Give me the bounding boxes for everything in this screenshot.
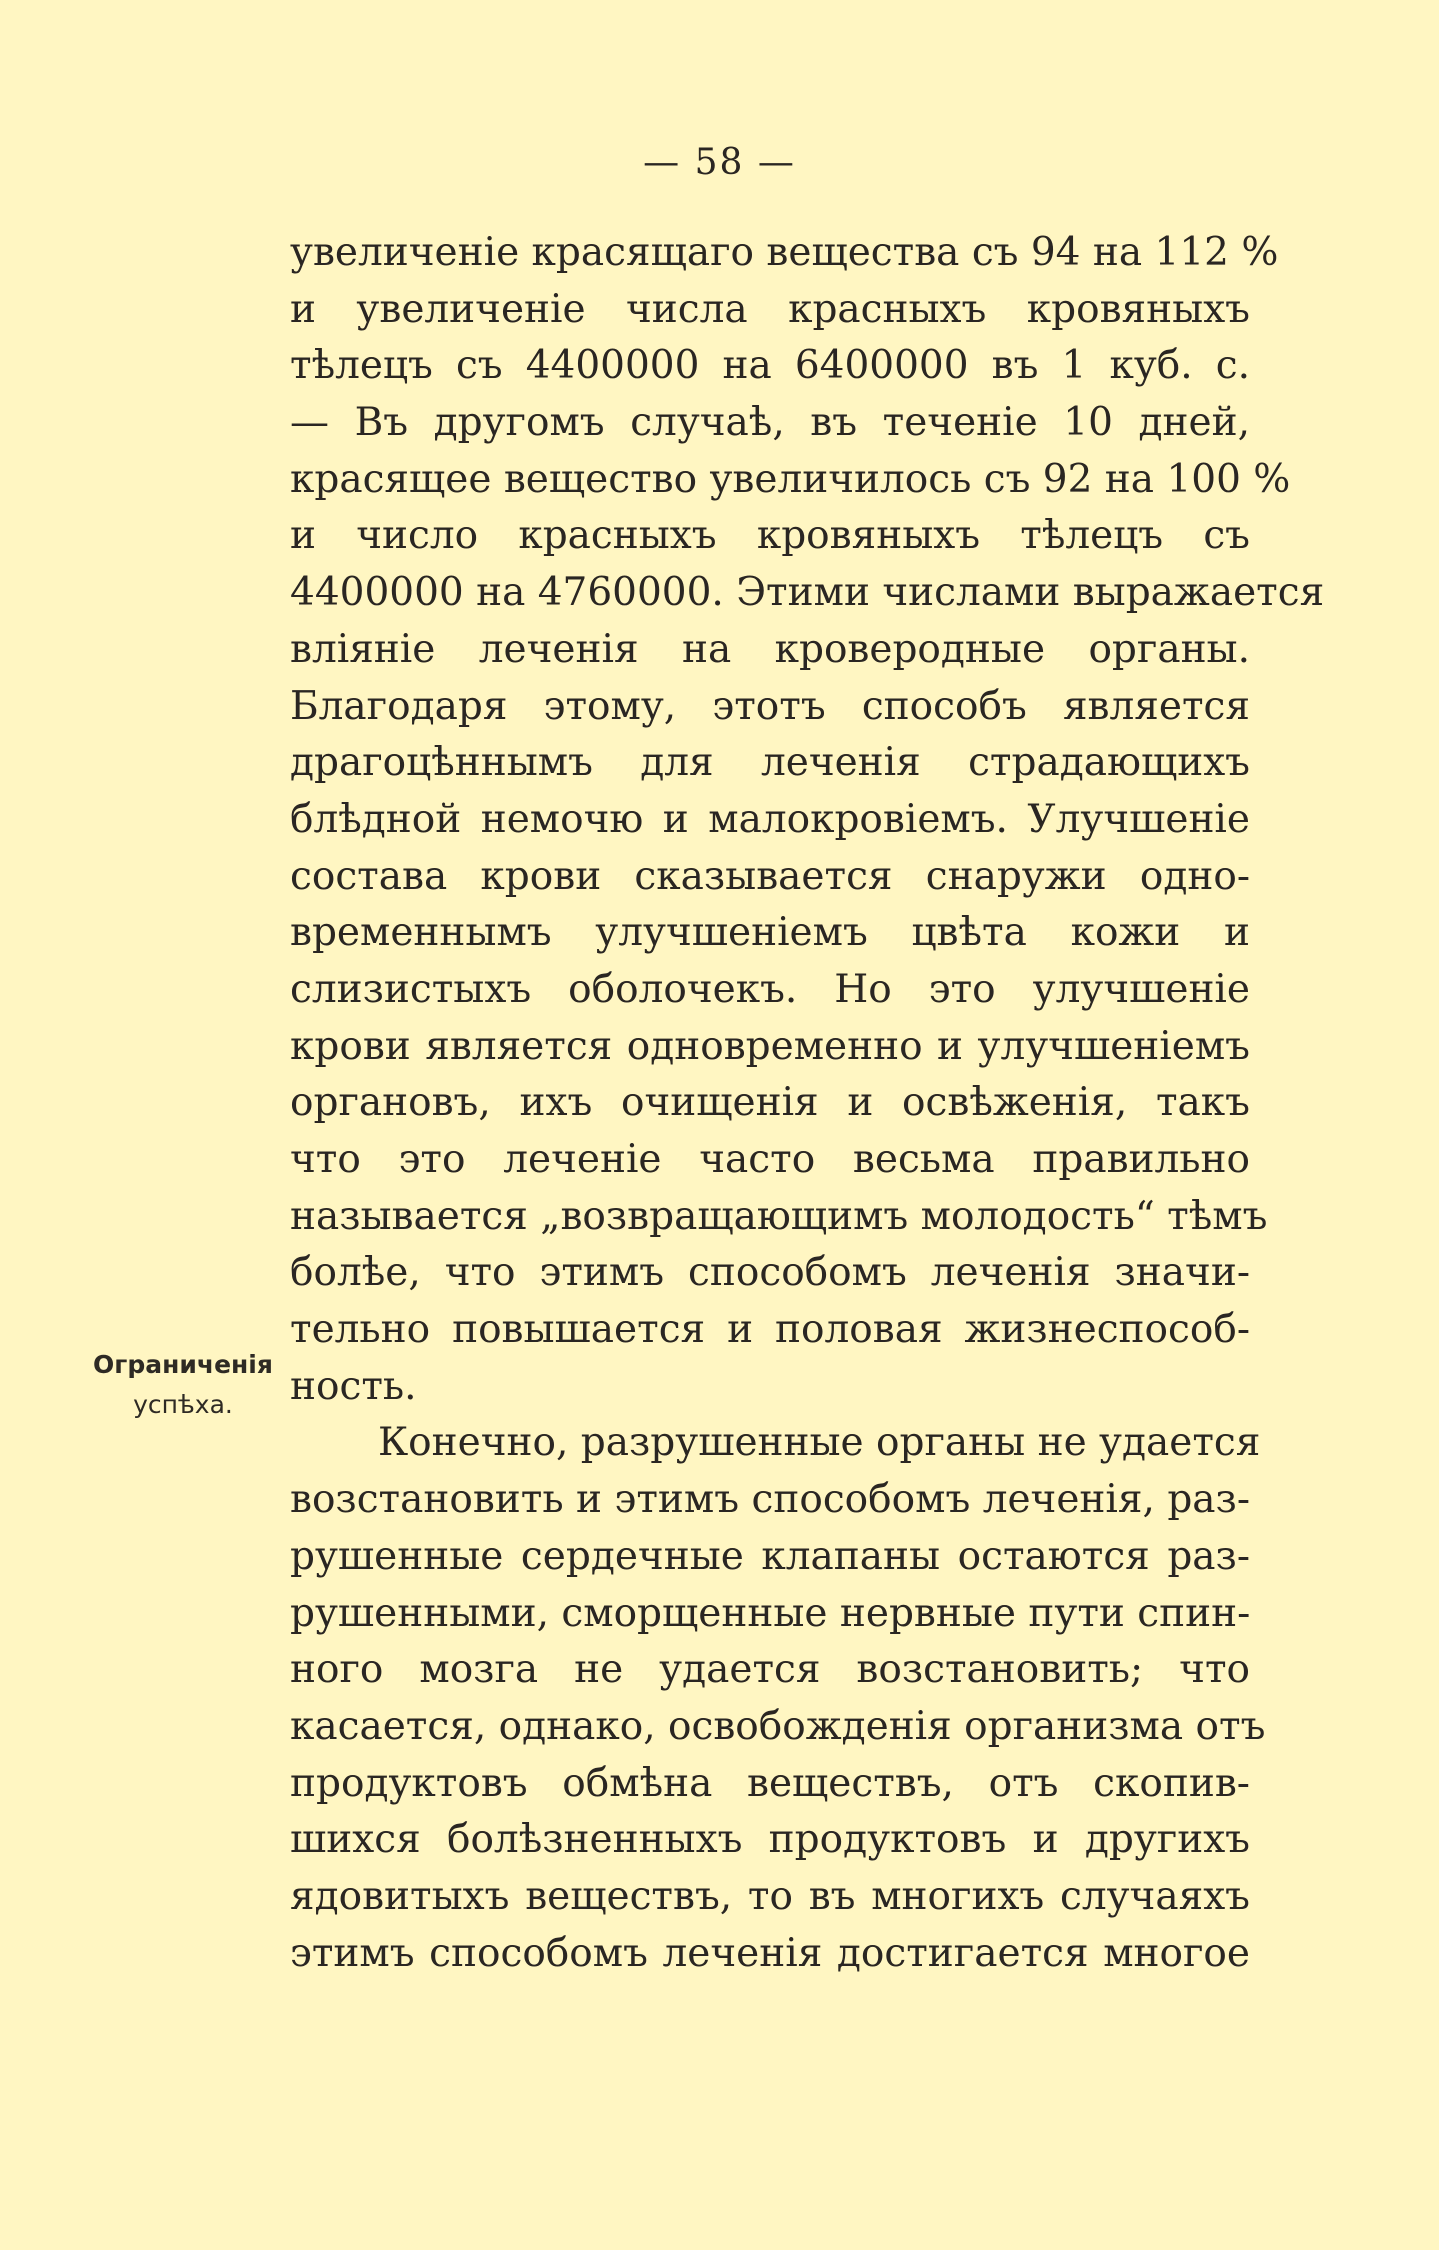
text-line: блѣдной немочю и малокровіемъ. Улучшеніе (290, 796, 1250, 842)
text-line: — Въ другомъ случаѣ, въ теченіе 10 дней, (290, 400, 1250, 446)
text-line: драгоцѣннымъ для леченія страдающихъ (290, 740, 1250, 786)
text-line: и увеличеніе числа красныхъ кровяныхъ (290, 286, 1250, 332)
text-line: продуктовъ обмѣна веществъ, отъ скопив- (290, 1760, 1250, 1806)
text-line: ядовитыхъ веществъ, то въ многихъ случаяхъ (290, 1873, 1250, 1919)
text-line: что это леченіе часто весьма правильно (290, 1137, 1250, 1182)
margin-note-line-1: Ограниченія (93, 1350, 273, 1379)
text-line: тельно повышается и половая жизнеспособ- (290, 1307, 1250, 1353)
text-line: Конечно, разрушенные органы не удается (378, 1420, 1261, 1466)
text-line: крови является одновременно и улучшеніемъ (290, 1023, 1250, 1069)
text-line: касается, однако, освобожденія организма отъ (290, 1703, 1266, 1749)
text-line: тѣлецъ съ 4400000 на 6400000 въ 1 куб. с. (290, 343, 1250, 389)
text-line: этимъ способомъ леченія достигается многое (290, 1930, 1250, 1976)
text-line: шихся болѣзненныхъ продуктовъ и другихъ (290, 1817, 1250, 1863)
page-number: — 58 — (643, 142, 796, 183)
text-line: красящее вещество увеличилось съ 92 на 100 % (290, 456, 1291, 502)
body-text (290, 225, 1325, 1982)
text-line: увеличеніе красящаго вещества съ 94 на 112 % (290, 230, 1279, 275)
text-line: 4400000 на 4760000. Этими числами выражается (290, 570, 1325, 616)
text-line: ного мозга не удается возстановить; что (290, 1647, 1250, 1693)
text-line: органовъ, ихъ очищенія и освѣженія, такъ (290, 1080, 1250, 1126)
text-line: временнымъ улучшеніемъ цвѣта кожи и (290, 910, 1250, 956)
text-line: болѣе, что этимъ способомъ леченія значи- (290, 1250, 1250, 1296)
text-line: Благодаря этому, этотъ способъ является (290, 683, 1250, 729)
text-line: называется „возвращающимъ молодость“ тѣмъ (290, 1193, 1268, 1239)
text-line: вліяніе леченія на кроверодные органы. (290, 626, 1250, 672)
text-line: рушенные сердечные клапаны остаются раз- (290, 1533, 1250, 1579)
text-line: ность. (290, 1363, 417, 1409)
margin-note-line-2: успѣха. (133, 1390, 233, 1419)
margin-note (88, 1345, 278, 1425)
text-line: возстановить и этимъ способомъ леченія, раз- (290, 1477, 1250, 1523)
text-line: слизистыхъ оболочекъ. Но это улучшеніе (290, 966, 1250, 1012)
text-line: рушенными, сморщенные нервные пути спин- (290, 1590, 1251, 1636)
text-line: состава крови сказывается снаружи одно- (290, 853, 1250, 899)
text-line: и число красныхъ кровяныхъ тѣлецъ съ (290, 513, 1250, 559)
